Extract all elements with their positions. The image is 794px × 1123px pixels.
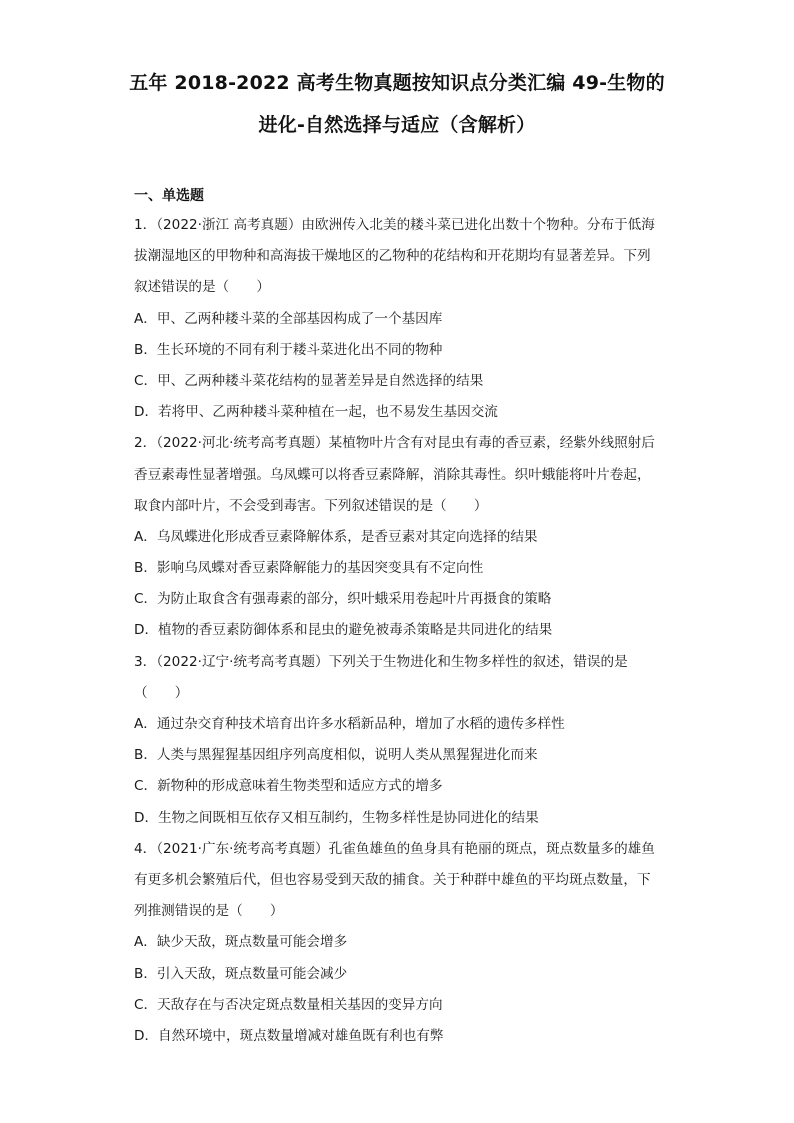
question-stem-line: 列推测错误的是（ ） [134,903,284,920]
question-4 [134,834,666,1052]
section-heading: 一、单选题 [134,188,204,204]
option-d: D．若将甲、乙两种耧斗菜种植在一起，也不易发生基因交流 [134,404,498,421]
option-c: C．甲、乙两种耧斗菜花结构的显著差异是自然选择的结果 [134,372,484,389]
option-b: B．影响乌凤蝶对香豆素降解能力的基因突变具有不定向性 [134,560,484,577]
question-stem-line: 4．（2021·广东·统考高考真题）孔雀鱼雄鱼的鱼身具有艳丽的斑点，斑点数量多的雄鱼 [134,840,655,857]
question-3 [134,647,666,834]
document-title-line-1: 五年 2018-2022 高考生物真题按知识点分类汇编 49-生物的 [129,72,665,94]
option-a: A．缺少天敌，斑点数量可能会增多 [134,934,348,951]
question-stem-line: 有更多机会繁殖后代，但也容易受到天敌的捕食。关于种群中雄鱼的平均斑点数量，下 [134,871,651,888]
document-title-line-2: 进化-自然选择与适应（含解析） [258,114,536,136]
question-1 [134,210,666,428]
option-b: B．引入天敌，斑点数量可能会减少 [134,965,348,982]
option-c: C．为防止取食含有强毒素的部分，织叶蛾采用卷起叶片再摄食的策略 [134,591,552,608]
question-list [134,210,666,1052]
question-2 [134,428,666,646]
option-c: C．新物种的形成意味着生物类型和适应方式的增多 [134,778,443,795]
question-stem-line: 叙述错误的是（ ） [134,279,270,296]
option-d: D．植物的香豆素防御体系和昆虫的避免被毒杀策略是共同进化的结果 [134,622,553,639]
question-stem-line: 香豆素毒性显著增强。乌凤蝶可以将香豆素降解，消除其毒性。织叶蛾能将叶片卷起， [134,466,651,483]
option-b: B．生长环境的不同有利于耧斗菜进化出不同的物种 [134,341,443,358]
question-stem-line: 3．（2022·辽宁·统考高考真题）下列关于生物进化和生物多样性的叙述，错误的是 [134,653,628,670]
option-a: A．乌凤蝶进化形成香豆素降解体系，是香豆素对其定向选择的结果 [134,528,538,545]
question-stem-line: （ ） [134,684,189,701]
option-c: C．天敌存在与否决定斑点数量相关基因的变异方向 [134,996,443,1013]
question-stem-line: 2．（2022·河北·统考高考真题）某植物叶片含有对昆虫有毒的香豆素，经紫外线照射后 [134,435,655,452]
option-d: D．自然环境中，斑点数量增减对雄鱼既有利也有弊 [134,1027,444,1044]
option-d: D．生物之间既相互依存又相互制约，生物多样性是协同进化的结果 [134,809,539,826]
question-stem-line: 拔潮湿地区的甲物种和高海拔干燥地区的乙物种的花结构和开花期均有显著差异。下列 [134,248,651,265]
option-a: A．甲、乙两种耧斗菜的全部基因构成了一个基因库 [134,310,443,327]
option-a: A．通过杂交育种技术培育出许多水稻新品种，增加了水稻的遗传多样性 [134,716,565,732]
question-stem-line: 取食内部叶片，不会受到毒害。下列叙述错误的是（ ） [134,497,488,514]
option-b: B．人类与黑猩猩基因组序列高度相似，说明人类从黑猩猩进化而来 [134,747,538,764]
question-stem-line: 1．（2022·浙江 高考真题）由欧洲传入北美的耧斗菜已进化出数十个物种。分布于低海 [134,217,655,233]
